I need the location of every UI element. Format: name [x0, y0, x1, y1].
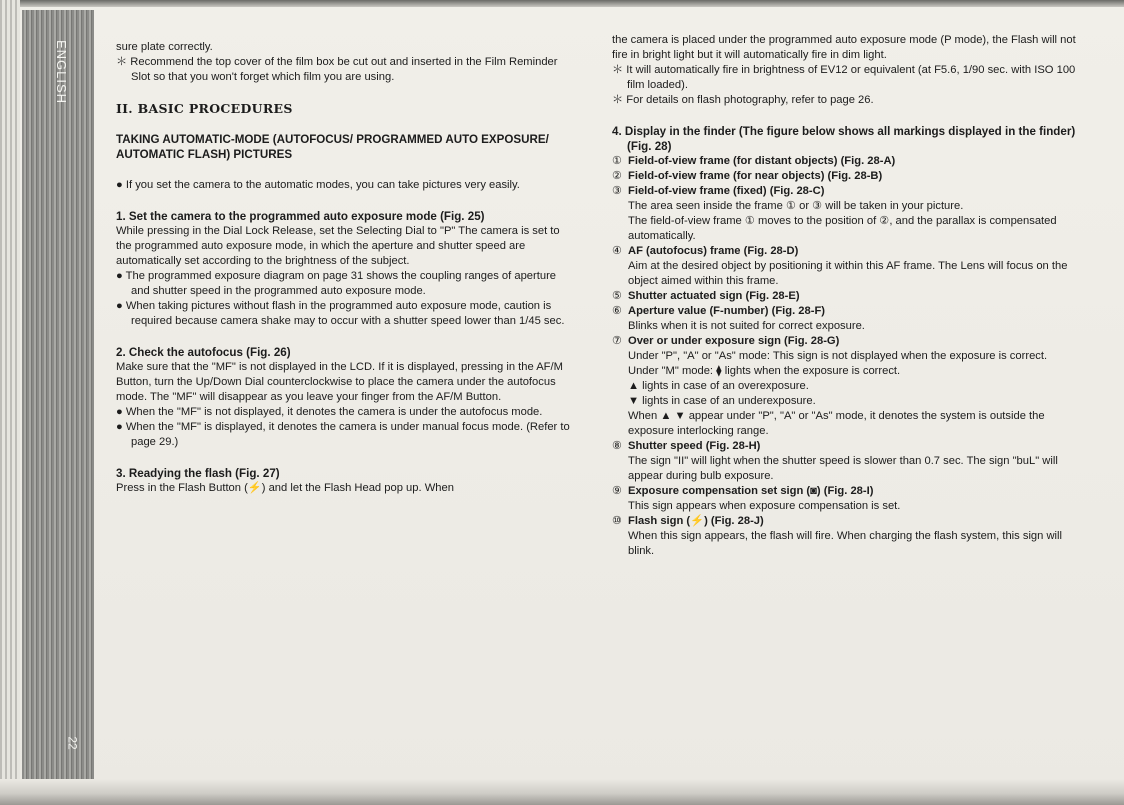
finder-item	[612, 169, 1076, 184]
item-heading: Field-of-view frame (fixed) (Fig. 28-C)	[628, 185, 825, 197]
paragraph: the camera is placed under the programmed auto exposure mode (P mode), the Flash will not fire in bright light but it will automatically fire in dim light.	[612, 34, 1076, 61]
item-number: ④	[612, 245, 623, 257]
finder-item	[612, 289, 1076, 304]
item-heading: Shutter actuated sign (Fig. 28-E)	[628, 290, 800, 302]
item-heading: Aperture value (F-number) (Fig. 28-F)	[628, 305, 826, 317]
item-description: ▲ lights in case of an overexposure.	[628, 380, 809, 392]
right-column	[612, 33, 1076, 559]
step-1-text: While pressing in the Dial Lock Release, set the Selecting Dial to "P" The camera is set to the programmed auto exposure mode, in which the aperture and shutter speed are automatically set according to the brightness of the subject.	[116, 225, 560, 267]
item-description: The field-of-view frame ① moves to the position of ②, and the parallax is compensated automatically.	[628, 215, 1057, 242]
bullet: ● When taking pictures without flash in the programmed auto exposure mode, caution is required because camera shake may to occur with a shutter speed lower than 1/45 sec.	[116, 300, 565, 327]
item-number: ⑦	[612, 335, 623, 347]
item-number: ①	[612, 155, 623, 167]
finder-markings-list	[612, 154, 1076, 559]
finder-item	[612, 244, 1076, 289]
item-description: Blinks when it is not suited for correct exposure.	[628, 320, 865, 332]
finder-item	[612, 514, 1076, 559]
intro-bullet: ● If you set the camera to the automatic modes, you can take pictures very easily.	[116, 179, 520, 191]
finder-item	[612, 439, 1076, 484]
item-number: ③	[612, 185, 623, 197]
finder-item	[612, 154, 1076, 169]
item-heading: Field-of-view frame (for near objects) (Fig. 28-B)	[628, 170, 883, 182]
page-edge	[0, 0, 20, 800]
item-description: ▼ lights in case of an underexposure.	[628, 395, 816, 407]
bullet: ● When the "MF" is not displayed, it denotes the camera is under the autofocus mode.	[116, 406, 543, 418]
step-4-heading: 4. Display in the finder (The figure below shows all markings displayed in the finder) (Fig. 28)	[612, 125, 1076, 153]
item-description: Aim at the desired object by positioning it within this AF frame. The Lens will focus on the object aimed within this frame.	[628, 260, 1068, 287]
step-1-heading: 1. Set the camera to the programmed auto exposure mode (Fig. 25)	[116, 210, 485, 223]
bottom-shadow	[0, 779, 1124, 805]
step-3-text: Press in the Flash Button (⚡) and let the Flash Head pop up. When	[116, 482, 454, 494]
step-2-text: Make sure that the "MF" is not displayed in the LCD. If it is displayed, pressing in the AF/M Button, turn the Up/Down Dial counterclockwise to place the camera under the autofocus mode. The "MF" will disappear as you leave your finger from the AF/M Button.	[116, 361, 563, 403]
subsection-title: TAKING AUTOMATIC-MODE (AUTOFOCUS/ PROGRAMMED AUTO EXPOSURE/ AUTOMATIC FLASH) PICTURES	[116, 133, 549, 161]
note: ＊ Recommend the top cover of the film box be cut out and inserted in the Film Reminder Slot so that you won't forget which film you are using.	[116, 56, 558, 83]
finder-item	[612, 334, 1076, 439]
step-3-heading: 3. Readying the flash (Fig. 27)	[116, 467, 280, 480]
page-number: 22	[65, 736, 80, 750]
finder-item	[612, 304, 1076, 334]
item-number: ⑩	[612, 515, 623, 527]
finder-item	[612, 184, 1076, 244]
step-2-heading: 2. Check the autofocus (Fig. 26)	[116, 346, 291, 359]
item-description: Under "P", "A" or "As" mode: This sign is not displayed when the exposure is correct.	[628, 350, 1048, 362]
item-number: ⑤	[612, 290, 623, 302]
note: ＊ It will automatically fire in brightness of EV12 or equivalent (at F5.6, 1/90 sec. with ISO 100 film loaded).	[612, 64, 1076, 91]
item-description: When ▲ ▼ appear under "P", "A" or "As" mode, it denotes the system is outside the exposure interlocking range.	[628, 410, 1045, 437]
item-description: The sign "II" will light when the shutter speed is slower than 0.7 sec. The sign "buL" will appear during bulb exposure.	[628, 455, 1058, 482]
paragraph: sure plate correctly.	[116, 41, 213, 53]
item-description: This sign appears when exposure compensation is set.	[628, 500, 901, 512]
left-column	[116, 40, 576, 496]
bullet: ● The programmed exposure diagram on page 31 shows the coupling ranges of aperture and shutter speed in the programmed auto exposure mode.	[116, 270, 557, 297]
language-sidebar	[22, 10, 94, 790]
language-label: ENGLISH	[54, 40, 69, 105]
item-heading: AF (autofocus) frame (Fig. 28-D)	[628, 245, 799, 257]
item-heading: Exposure compensation set sign (◙) (Fig. 28-I)	[628, 485, 874, 497]
top-shadow	[0, 0, 1124, 7]
section-title: II. BASIC PROCEDURES	[116, 101, 293, 116]
item-heading: Field-of-view frame (for distant objects) (Fig. 28-A)	[628, 155, 896, 167]
item-heading: Over or under exposure sign (Fig. 28-G)	[628, 335, 840, 347]
item-heading: Flash sign (⚡) (Fig. 28-J)	[628, 515, 764, 527]
note: ＊ For details on flash photography, refer to page 26.	[612, 94, 874, 106]
item-heading: Shutter speed (Fig. 28-H)	[628, 440, 761, 452]
bullet: ● When the "MF" is displayed, it denotes the camera is under manual focus mode. (Refer to page 29.)	[116, 421, 570, 448]
item-number: ⑨	[612, 485, 623, 497]
item-description: When this sign appears, the flash will fire. When charging the flash system, this sign will blink.	[628, 530, 1063, 557]
item-description: The area seen inside the frame ① or ③ will be taken in your picture.	[628, 200, 964, 212]
item-number: ②	[612, 170, 623, 182]
item-number: ⑧	[612, 440, 623, 452]
item-description: Under "M" mode: ⧫ lights when the exposure is correct.	[628, 365, 901, 377]
item-number: ⑥	[612, 305, 623, 317]
finder-item	[612, 484, 1076, 514]
